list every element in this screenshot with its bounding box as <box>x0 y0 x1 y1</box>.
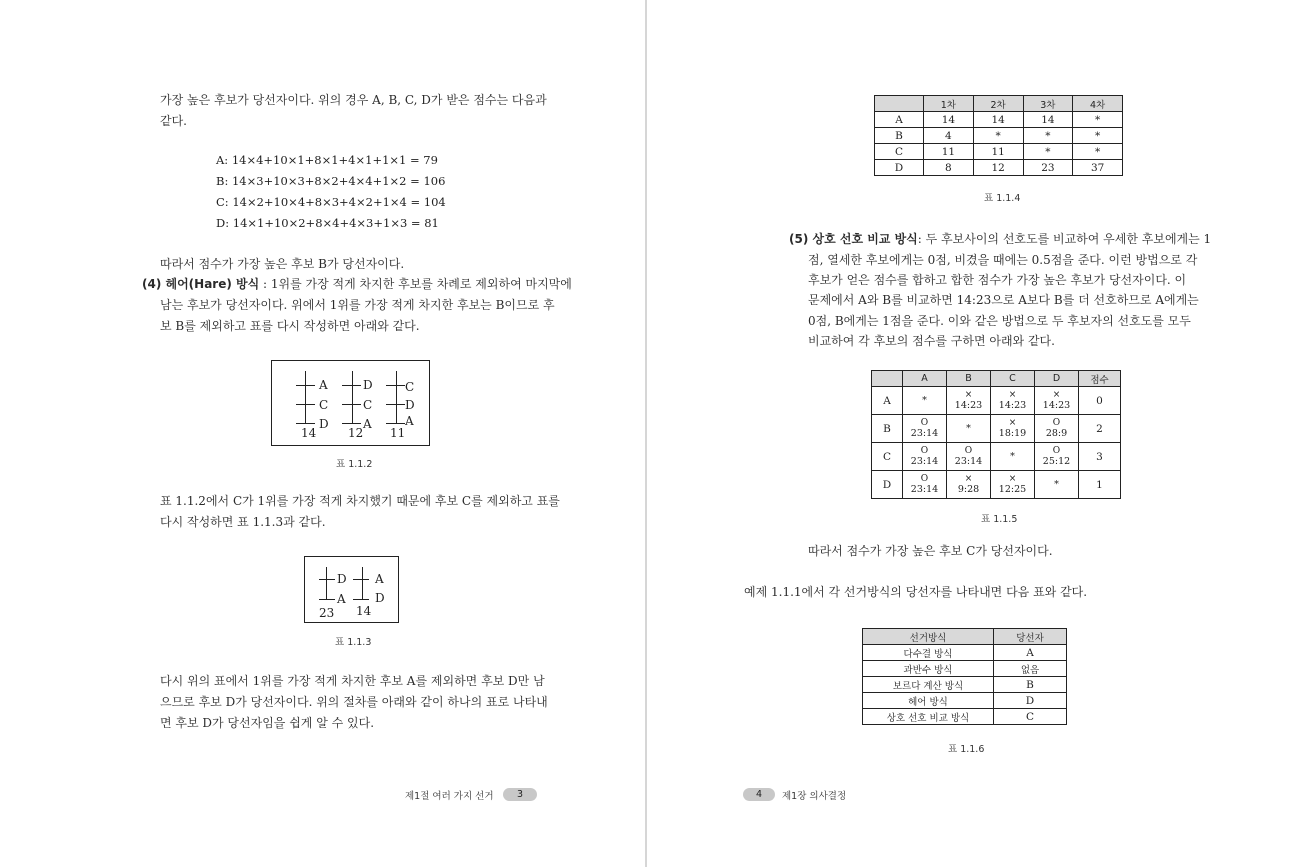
table-cell: 8 <box>924 160 974 176</box>
tableau-letter: A <box>405 414 414 428</box>
tableau-1-1-3 <box>304 556 399 623</box>
table-header: 3차 <box>1023 96 1073 112</box>
cell-value: 18:19 <box>998 428 1027 439</box>
section-4-heading: (4) 헤어(Hare) 방식 <box>142 277 260 291</box>
paragraph-line: 후보가 얻은 점수를 합하고 합한 점수가 가장 높은 후보가 당선자이다. 이 <box>808 273 1187 287</box>
table-cell: 보르다 계산 방식 <box>863 677 994 693</box>
table-header: 2차 <box>973 96 1023 112</box>
cell-symbol: × <box>1052 390 1061 400</box>
table-cell: * <box>1073 144 1123 160</box>
table-cell: B <box>875 128 924 144</box>
cell-symbol: O <box>920 418 929 428</box>
cell-symbol: × <box>964 390 973 400</box>
table-caption: 표 1.1.5 <box>981 514 1018 525</box>
tableau-letter: A <box>375 572 384 586</box>
table-cell: * <box>973 128 1023 144</box>
cell-value: 23:14 <box>910 428 939 439</box>
table-cell <box>991 387 1035 415</box>
cell-value: 23:14 <box>910 484 939 495</box>
table-1-1-6 <box>862 628 1067 725</box>
cell-value: 14:23 <box>1042 400 1071 411</box>
cell-symbol: O <box>920 446 929 456</box>
cell-value: 23:14 <box>910 456 939 467</box>
table-cell: 과반수 방식 <box>863 661 994 677</box>
paragraph-line: 0점, B에게는 1점을 준다. 이와 같은 방법으로 두 후보자의 선호도를 모두 <box>808 314 1191 328</box>
cell-value: 14:23 <box>998 400 1027 411</box>
paragraph-line: 남는 후보가 당선자이다. 위에서 1위를 가장 적게 차지한 후보는 B이므로 후 <box>160 298 555 312</box>
table-row <box>863 661 1067 677</box>
table-row <box>863 709 1067 725</box>
table-cell: 11 <box>973 144 1023 160</box>
table-header: A <box>903 371 947 387</box>
row-label: A <box>872 387 903 415</box>
cell-symbol: O <box>964 446 973 456</box>
tableau-letter: D <box>405 398 415 412</box>
tableau-letter: C <box>363 398 373 412</box>
page-number: 3 <box>503 788 537 801</box>
cell-value: 25:12 <box>1042 456 1071 467</box>
equation-c: C: 14×2+10×4+8×3+4×2+1×4 = 104 <box>216 195 446 209</box>
table-cell <box>947 471 991 499</box>
tableau-count: 14 <box>356 604 372 618</box>
table-cell: * <box>1023 144 1073 160</box>
table-cell: A <box>994 645 1067 661</box>
cell-symbol: × <box>964 474 973 484</box>
table-cell: 다수결 방식 <box>863 645 994 661</box>
row-label: B <box>872 415 903 443</box>
table-row <box>872 443 1121 471</box>
table-header: D <box>1035 371 1079 387</box>
table-cell <box>991 443 1035 471</box>
table-row <box>872 471 1121 499</box>
paragraph-line: 따라서 점수가 가장 높은 후보 C가 당선자이다. <box>808 544 1053 558</box>
paragraph-line: 가장 높은 후보가 당선자이다. 위의 경우 A, B, C, D가 받은 점수는 다음과 <box>160 93 547 107</box>
cell-value: * <box>1010 451 1015 462</box>
table-1-1-5 <box>871 370 1121 499</box>
table-caption: 표 1.1.3 <box>335 637 372 648</box>
table-cell: 14 <box>973 112 1023 128</box>
tableau-letter: D <box>363 378 373 392</box>
table-cell <box>903 443 947 471</box>
table-cell: B <box>994 677 1067 693</box>
table-caption: 표 1.1.2 <box>336 459 373 470</box>
table-cell <box>903 471 947 499</box>
tableau-count: 23 <box>319 606 335 620</box>
paragraph-line: 따라서 점수가 가장 높은 후보 B가 당선자이다. <box>160 257 405 271</box>
table-cell: 헤어 방식 <box>863 693 994 709</box>
table-cell: D <box>994 693 1067 709</box>
tableau-count: 11 <box>390 426 406 440</box>
section-4-line <box>142 274 572 294</box>
tableau-count: 12 <box>348 426 364 440</box>
cell-value: 23:14 <box>954 456 983 467</box>
table-cell: 23 <box>1023 160 1073 176</box>
paragraph-line: 문제에서 A와 B를 비교하면 14:23으로 A보다 B를 더 선호하므로 A에게는 <box>808 293 1199 307</box>
equation-a: A: 14×4+10×1+8×1+4×1+1×1 = 79 <box>216 153 438 167</box>
table-cell: C <box>994 709 1067 725</box>
table-cell <box>991 471 1035 499</box>
table-caption: 표 1.1.6 <box>948 744 985 755</box>
table-cell: C <box>875 144 924 160</box>
tableau-letter: C <box>319 398 329 412</box>
section-5-text: : 두 후보사이의 선호도를 비교하여 우세한 후보에게는 1 <box>917 232 1212 246</box>
table-cell <box>991 415 1035 443</box>
table-cell: D <box>875 160 924 176</box>
table-cell <box>1035 443 1079 471</box>
table-header: 선거방식 <box>863 629 994 645</box>
table-cell: 상호 선호 비교 방식 <box>863 709 994 725</box>
paragraph-line: 다시 작성하면 표 1.1.3과 같다. <box>160 515 326 529</box>
table-caption: 표 1.1.4 <box>984 193 1021 204</box>
table-row <box>872 387 1121 415</box>
table-row <box>863 693 1067 709</box>
table-cell <box>903 387 947 415</box>
equation-d: D: 14×1+10×2+8×4+4×3+1×3 = 81 <box>216 216 439 230</box>
table-header <box>872 371 903 387</box>
table-cell: * <box>1023 128 1073 144</box>
table-row <box>875 112 1123 128</box>
cell-value: * <box>1054 479 1059 490</box>
table-header <box>875 96 924 112</box>
table-cell <box>947 443 991 471</box>
paragraph-line: 같다. <box>160 114 187 128</box>
equation-b: B: 14×3+10×3+8×2+4×4+1×2 = 106 <box>216 174 446 188</box>
table-row <box>863 645 1067 661</box>
score-cell: 0 <box>1079 387 1121 415</box>
paragraph-line: 면 후보 D가 당선자임을 쉽게 알 수 있다. <box>160 716 375 730</box>
table-cell <box>903 415 947 443</box>
table-cell <box>1035 387 1079 415</box>
table-row <box>872 415 1121 443</box>
table-cell: A <box>875 112 924 128</box>
table-cell: 14 <box>1023 112 1073 128</box>
section-5-line <box>789 229 1211 249</box>
table-cell: 37 <box>1073 160 1123 176</box>
cell-symbol: × <box>1008 390 1017 400</box>
cell-symbol: O <box>1052 446 1061 456</box>
cell-value: * <box>922 395 927 406</box>
cell-symbol: O <box>1052 418 1061 428</box>
cell-value: 14:23 <box>954 400 983 411</box>
paragraph-line: 다시 위의 표에서 1위를 가장 적게 차지한 후보 A를 제외하면 후보 D만 남 <box>160 674 545 688</box>
table-header: 4차 <box>1073 96 1123 112</box>
table-cell: 11 <box>924 144 974 160</box>
table-row <box>875 128 1123 144</box>
paragraph-line: 점, 열세한 후보에게는 0점, 비겼을 때에는 0.5점을 준다. 이런 방법으로 각 <box>808 253 1198 267</box>
cell-value: 9:28 <box>957 484 980 495</box>
paragraph-line: 으므로 후보 D가 당선자이다. 위의 절차를 아래와 같이 하나의 표로 나타내 <box>160 695 548 709</box>
page-footer-title: 제1장 의사결정 <box>782 791 847 802</box>
tableau-letter: C <box>405 380 415 394</box>
score-cell: 2 <box>1079 415 1121 443</box>
tableau-letter: A <box>319 378 328 392</box>
score-cell: 3 <box>1079 443 1121 471</box>
table-row <box>863 677 1067 693</box>
cell-value: 28:9 <box>1045 428 1068 439</box>
cell-symbol: × <box>1008 474 1017 484</box>
table-row <box>875 160 1123 176</box>
page-footer-title: 제1절 여러 가지 선거 <box>405 791 494 802</box>
cell-value: * <box>966 423 971 434</box>
table-cell <box>1035 415 1079 443</box>
table-header: 점수 <box>1079 371 1121 387</box>
table-header: 1차 <box>924 96 974 112</box>
table-header: 당선자 <box>994 629 1067 645</box>
section-5-heading: (5) 상호 선호 비교 방식 <box>789 232 918 246</box>
table-cell <box>947 387 991 415</box>
table-header: B <box>947 371 991 387</box>
table-header-row <box>863 629 1067 645</box>
paragraph-line: 보 B를 제외하고 표를 다시 작성하면 아래와 같다. <box>160 319 420 333</box>
cell-value: 12:25 <box>998 484 1027 495</box>
paragraph-line: 예제 1.1.1에서 각 선거방식의 당선자를 나타내면 다음 표와 같다. <box>744 585 1088 599</box>
score-cell: 1 <box>1079 471 1121 499</box>
table-cell: 4 <box>924 128 974 144</box>
tableau-1-1-2 <box>271 360 430 446</box>
page-number: 4 <box>743 788 775 801</box>
table-header: C <box>991 371 1035 387</box>
paragraph-line: 비교하여 각 후보의 점수를 구하면 아래와 같다. <box>808 334 1055 348</box>
cell-symbol: × <box>1008 418 1017 428</box>
table-header-row <box>875 96 1123 112</box>
table-1-1-4 <box>874 95 1123 176</box>
row-label: D <box>872 471 903 499</box>
tableau-letter: A <box>363 417 372 431</box>
left-page <box>0 0 645 867</box>
table-cell <box>947 415 991 443</box>
tableau-letter: D <box>375 591 385 605</box>
tableau-count: 14 <box>301 426 317 440</box>
table-header-row <box>872 371 1121 387</box>
tableau-letter: A <box>337 592 346 606</box>
table-cell: * <box>1073 112 1123 128</box>
table-cell: 14 <box>924 112 974 128</box>
cell-symbol: O <box>920 474 929 484</box>
paragraph-line: 표 1.1.2에서 C가 1위를 가장 적게 차지했기 때문에 후보 C를 제외하고 표를 <box>160 494 560 508</box>
tableau-letter: D <box>319 417 329 431</box>
table-cell <box>1035 471 1079 499</box>
table-cell: 없음 <box>994 661 1067 677</box>
table-cell: 12 <box>973 160 1023 176</box>
right-page <box>647 0 1292 867</box>
row-label: C <box>872 443 903 471</box>
tableau-letter: D <box>337 572 347 586</box>
section-4-text: : 1위를 가장 적게 차지한 후보를 차례로 제외하여 마지막에 <box>259 277 572 291</box>
table-cell: * <box>1073 128 1123 144</box>
table-row <box>875 144 1123 160</box>
